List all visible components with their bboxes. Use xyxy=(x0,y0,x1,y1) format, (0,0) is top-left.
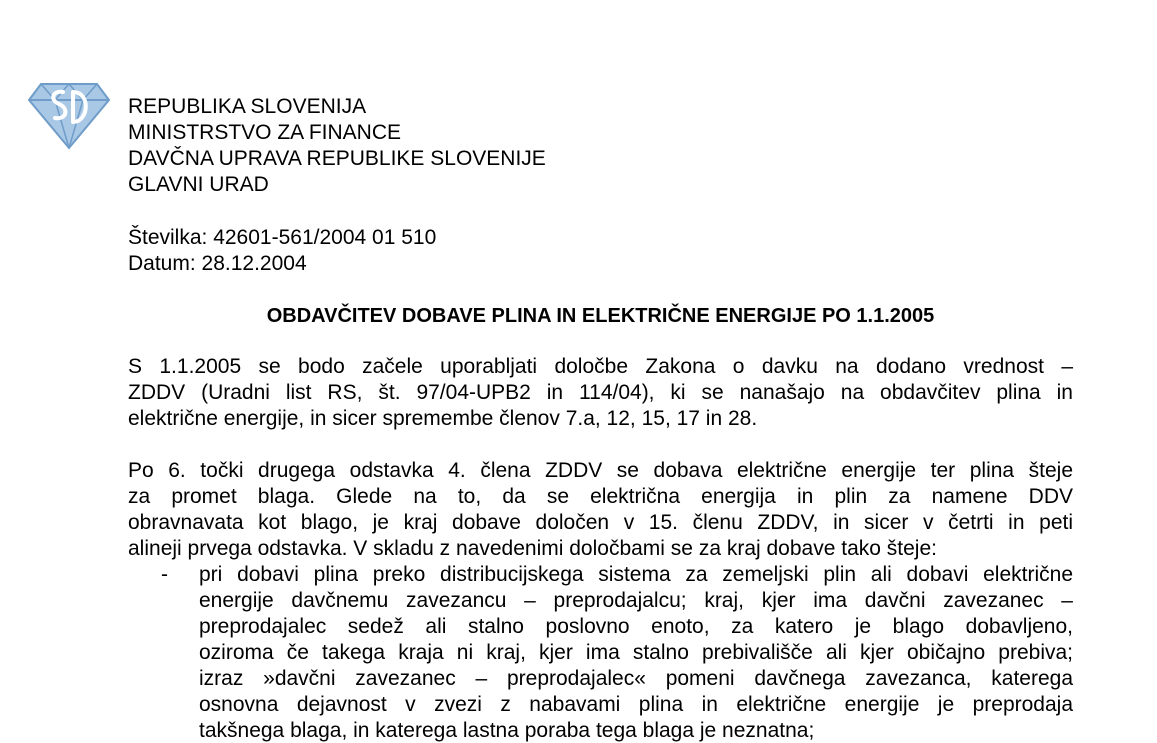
paragraph-line: Po 6. točki drugega odstavka 4. člena ZDDV se dobava električne energije ter plina šteje xyxy=(128,459,1073,482)
paragraph-place-of-supply xyxy=(128,458,1073,562)
list-item-line: oziroma če takega kraja ni kraj, kjer ima stalno prebivališče ali kjer običajno prebiva; xyxy=(199,641,1073,664)
document-title: OBDAVČITEV DOBAVE PLINA IN ELEKTRIČNE ENERGIJE PO 1.1.2005 xyxy=(266,305,935,327)
header-line-ministry: MINISTRSTVO ZA FINANCE xyxy=(128,121,402,144)
paragraph-line: ZDDV (Uradni list RS, št. 97/04-UPB2 in 114/04), ki se nanašajo na obdavčitev plina in xyxy=(128,381,1073,404)
paragraph-line: alineji prvega odstavka. V skladu z navedenimi določbami se za kraj dobave tako šteje: xyxy=(128,537,937,560)
list-item-line: pri dobavi plina preko distribucijskega sistema za zemeljski plin ali dobavi električne xyxy=(199,563,1073,586)
paragraph-intro xyxy=(128,354,1073,432)
paragraph-line: električne energije, in sicer spremembe členov 7.a, 12, 15, 17 in 28. xyxy=(128,407,758,430)
header-line-main-office: GLAVNI URAD xyxy=(128,173,269,196)
header-line-republic: REPUBLIKA SLOVENIJA xyxy=(128,95,367,118)
list-item xyxy=(199,562,1073,743)
list-item-line: takšnega blaga, in katerega lastna poraba tega blaga je neznatna; xyxy=(199,719,815,742)
institution-header xyxy=(128,94,546,198)
paragraph-line: za promet blaga. Glede na to, da se električna energija in plin za namene DDV xyxy=(128,485,1073,508)
document-meta xyxy=(128,225,436,277)
list-bullet-marker: - xyxy=(161,563,168,586)
document-number: Številka: 42601-561/2004 01 510 xyxy=(128,226,437,249)
document-date: Datum: 28.12.2004 xyxy=(128,252,307,275)
durs-diamond-logo-icon xyxy=(27,78,111,150)
paragraph-line: S 1.1.2005 se bodo začele uporabljati določbe Zakona o davku na dodano vrednost – xyxy=(128,355,1073,378)
list-item-line: izraz »davčni zavezanec – preprodajalec« pomeni davčnega zavezanca, katerega xyxy=(199,667,1073,690)
paragraph-line: obravnavata kot blago, je kraj dobave določen v 15. členu ZDDV, in sicer v četrti in peti xyxy=(128,511,1073,534)
list-item-line: energije davčnemu zavezancu – preprodajalcu; kraj, kjer ima davčni zavezanec – xyxy=(199,589,1073,612)
list-item-line: osnovna dejavnost v zvezi z nabavami plina in električne energije je preprodaja xyxy=(199,693,1073,716)
header-line-tax-administration: DAVČNA UPRAVA REPUBLIKE SLOVENIJE xyxy=(128,147,546,170)
list-item-line: preprodajalec sedež ali stalno poslovno enoto, za katero je blago dobavljeno, xyxy=(199,615,1073,638)
